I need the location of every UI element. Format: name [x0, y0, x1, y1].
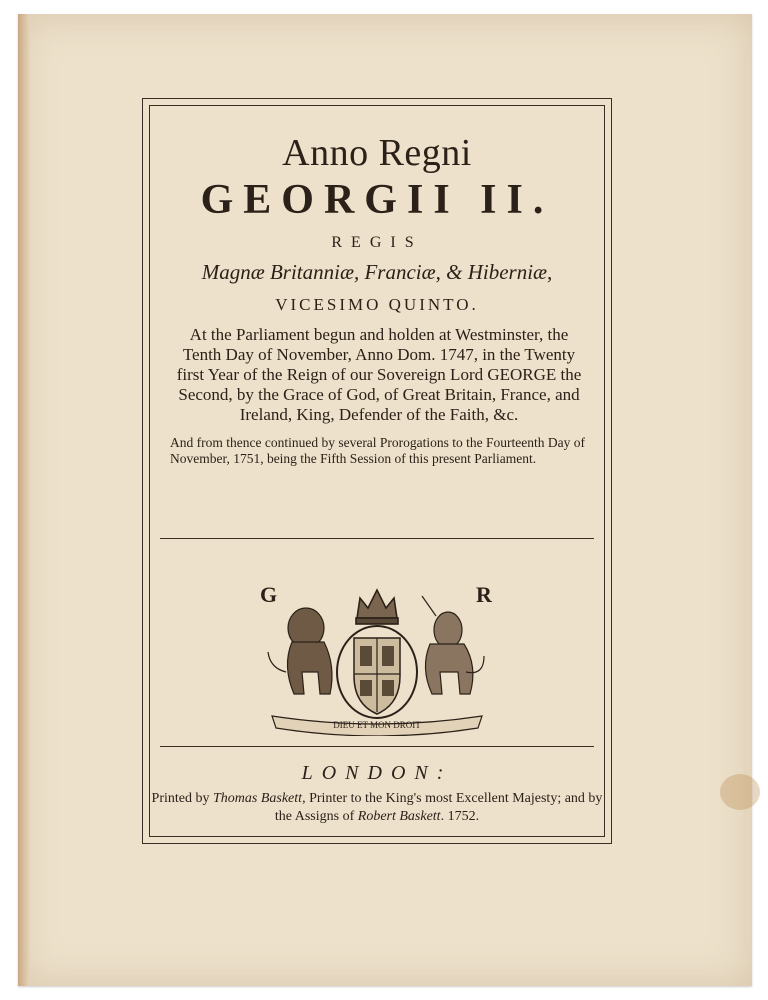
imprint-printer — [150, 790, 604, 826]
printer-prefix: Printed by — [151, 791, 213, 806]
shield-icon — [337, 626, 417, 718]
page-spine-edge — [18, 14, 30, 986]
title-regis: REGIS — [331, 234, 423, 251]
prorogation-paragraph: And from thence continued by several Prorogations to the Fourteenth Day of November, 1751, being the Fifth Session of this present Parliament. — [170, 435, 586, 466]
title-page-inner-frame — [149, 105, 605, 837]
upper-rule — [160, 538, 594, 539]
parliament-paragraph: At the Parliament begun and holden at Westminster, the Tenth Day of November, Anno Dom. 1747, in the Twenty first Year of the Reign of our Sovereign Lord GEORGE the Second, by the Grace of God, of Great Britain, France, and Ireland, King, Defender of the Faith, &c. — [176, 325, 582, 424]
title-realms: Magnæ Britanniæ, Franciæ, & Hiberniæ, — [201, 260, 553, 284]
title-year-line: VICESIMO QUINTO. — [275, 295, 479, 314]
crest-letter-g: G — [260, 582, 278, 607]
assigns-name: Robert Baskett — [357, 809, 441, 824]
paper-stain — [720, 774, 760, 810]
crest-letter-r: R — [476, 582, 492, 607]
printer-mid: , Printer to the King's most Excellent Majesty; and by the Assigns of — [274, 791, 603, 824]
imprint-place: LONDON: — [301, 762, 453, 784]
title-page-frame — [142, 98, 612, 844]
title-block — [160, 106, 594, 467]
crown-icon — [356, 590, 398, 624]
crest-motto: DIEU ET MON DROIT — [333, 720, 421, 730]
printer-year: . 1752. — [440, 809, 480, 824]
lion-icon — [268, 608, 332, 694]
title-anno-regni: Anno Regni — [282, 132, 472, 174]
document-page — [18, 14, 752, 986]
lower-rule — [160, 746, 594, 747]
unicorn-icon — [422, 596, 484, 694]
title-georgii: GEORGII II. — [200, 177, 554, 223]
printer-name: Thomas Baskett — [213, 791, 303, 806]
royal-coat-of-arms — [252, 576, 502, 736]
